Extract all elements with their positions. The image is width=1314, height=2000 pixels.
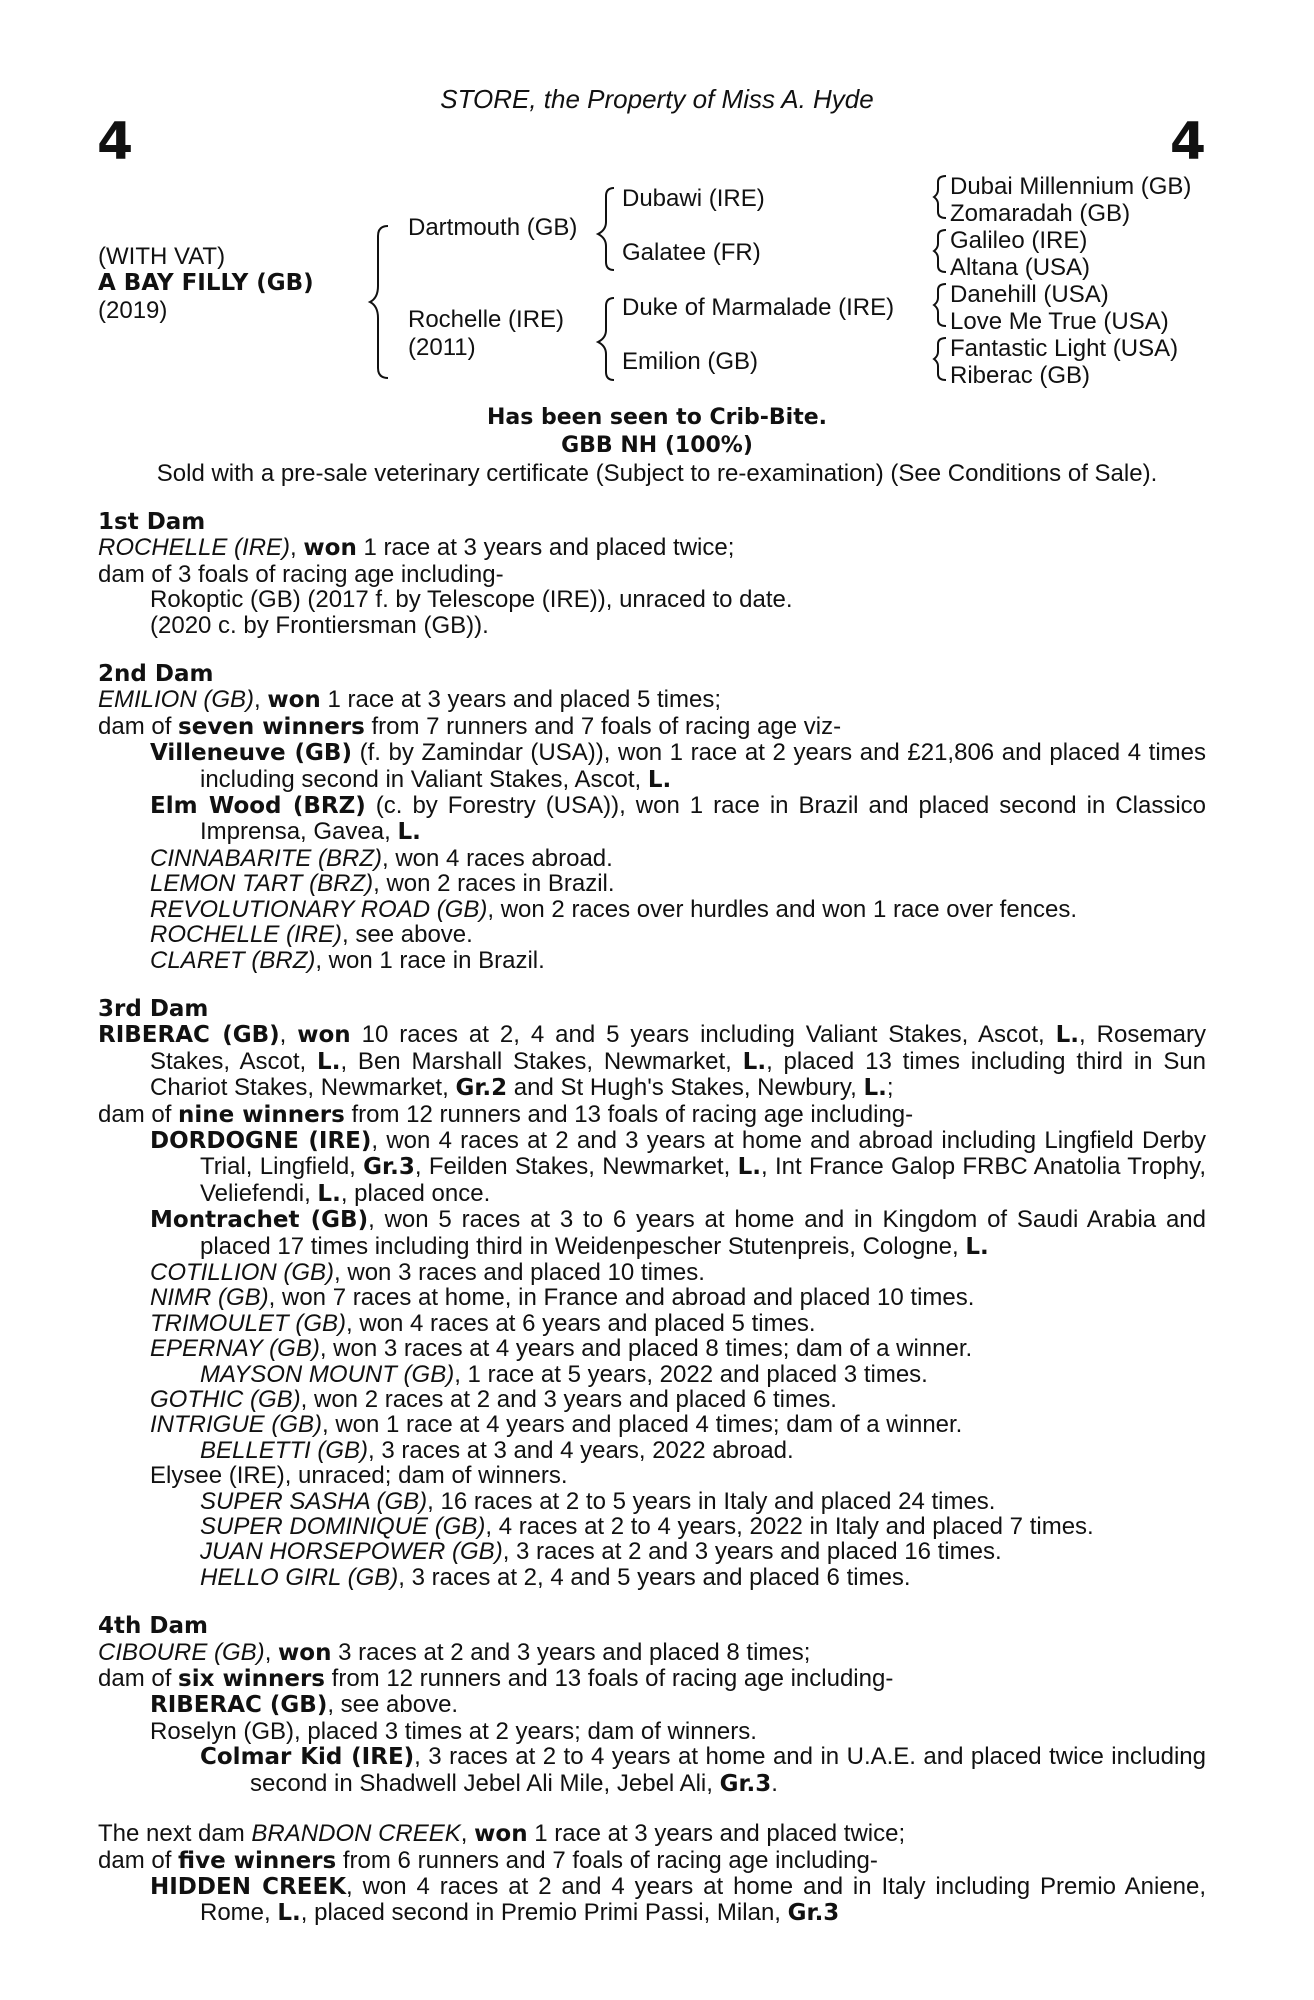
third-dam-produce-4: NIMR (GB), won 7 races at home, in France and abroad and placed 10 times. — [150, 1284, 975, 1312]
next-dam-line2: dam of five winners from 6 runners and 7 foals of racing age including- — [98, 1846, 878, 1874]
third-dam-grandproduce-9d: HELLO GIRL (GB), 3 races at 2, 4 and 5 years and placed 6 times. — [200, 1563, 911, 1591]
horse-year: (2019) — [98, 297, 168, 324]
gg-8: Riberac (GB) — [950, 362, 1091, 389]
produce-record — [98, 510, 1206, 1951]
fourth-dam-produce-1: RIBERAC (GB), see above. — [150, 1691, 459, 1719]
third-dam-produce-9: Elysee (IRE), unraced; dam of winners. — [150, 1462, 568, 1490]
dam-dam: Emilion (GB) — [622, 348, 759, 375]
third-dam-produce-8: INTRIGUE (GB), won 1 race at 4 years and placed 4 times; dam of a winner. — [150, 1411, 963, 1439]
next-dam-produce-1: HIDDEN CREEK, won 4 races at 2 and 4 years at home and in Italy including Premio Aniene, Rome, L., placed second in Premio Primi Passi, Milan, Gr.3 — [150, 1872, 1206, 1927]
fourth-dam-grandproduce-2a: Colmar Kid (IRE), 3 races at 2 to 4 years at home and in U.A.E. and placed twice including second in Shadwell Jebel Ali Mile, Jebel Ali, Gr.3. — [200, 1743, 1206, 1797]
third-dam-produce-5: TRIMOULET (GB), won 4 races at 6 years and placed 5 times. — [150, 1309, 816, 1337]
lot-number-left: 4 — [97, 112, 134, 172]
brace-g2 — [934, 230, 946, 272]
first-dam-produce-1: Rokoptic (GB) (2017 f. by Telescope (IRE)), unraced to date. — [150, 586, 793, 614]
sire-sire: Dubawi (IRE) — [622, 185, 765, 212]
horse-name: A BAY FILLY (GB) — [98, 270, 314, 296]
first-dam-heading: 1st Dam — [98, 509, 206, 535]
gg-4: Altana (USA) — [950, 254, 1091, 281]
next-dam-line1: The next dam BRANDON CREEK, won 1 race at 3 years and placed twice; — [98, 1820, 906, 1848]
third-dam-grandproduce-9b: SUPER DOMINIQUE (GB), 4 races at 2 to 4 years, 2022 in Italy and placed 7 times. — [200, 1513, 1094, 1541]
first-dam-line2: dam of 3 foals of racing age including- — [98, 560, 504, 588]
brace-g4 — [934, 338, 946, 380]
fourth-dam-line2: dam of six winners from 12 runners and 13 foals of racing age including- — [98, 1665, 894, 1693]
third-dam-grandproduce-6a: MAYSON MOUNT (GB), 1 race at 5 years, 2022 and placed 3 times. — [200, 1360, 928, 1388]
second-dam-produce-2: Elm Wood (BRZ) (c. by Forestry (USA)), won 1 race in Brazil and placed second in Classico Imprensa, Gavea, L. — [150, 792, 1207, 846]
brace-dam — [598, 298, 614, 380]
fourth-dam-line1: CIBOURE (GB), won 3 races at 2 and 3 years and placed 8 times; — [98, 1638, 811, 1666]
lot-number-right: 4 — [1169, 112, 1206, 172]
third-dam-produce-3: COTILLION (GB), won 3 races and placed 10 times. — [150, 1258, 705, 1286]
vat-note: (WITH VAT) — [98, 243, 226, 270]
dam-name: Rochelle (IRE) — [408, 306, 565, 333]
third-dam-heading: 3rd Dam — [98, 995, 209, 1022]
gg-3: Galileo (IRE) — [950, 227, 1088, 254]
sire-dam: Galatee (FR) — [622, 239, 761, 266]
second-dam-produce-3: CINNABARITE (BRZ), won 4 races abroad. — [150, 844, 613, 872]
brace-sire — [598, 188, 614, 270]
sire-name: Dartmouth (GB) — [408, 214, 578, 241]
second-dam-line1: EMILION (GB), won 1 race at 3 years and placed 5 times; — [98, 686, 722, 714]
consignor-title: STORE, the Property of Miss A. Hyde — [440, 84, 874, 114]
brace-main — [370, 226, 388, 378]
second-dam-produce-6: ROCHELLE (IRE), see above. — [150, 921, 473, 949]
vet-certificate-note: Sold with a pre-sale veterinary certificate (Subject to re-examination) (See Conditions of Sale). — [156, 460, 1158, 487]
sale-notes — [0, 404, 1314, 488]
fourth-dam-produce-2: Roselyn (GB), placed 3 times at 2 years; dam of winners. — [150, 1717, 757, 1745]
second-dam-produce-4: LEMON TART (BRZ), won 2 races in Brazil. — [150, 870, 615, 898]
second-dam-produce-7: CLARET (BRZ), won 1 race in Brazil. — [150, 946, 545, 974]
second-dam-section — [98, 662, 1206, 973]
dam-year: (2011) — [408, 334, 476, 361]
second-dam-produce-1: Villeneuve (GB) (f. by Zamindar (USA)), won 1 race at 2 years and £21,806 and placed 4 times including second in Valiant Stakes, Ascot, L. — [150, 739, 1206, 793]
dam-sire: Duke of Marmalade (IRE) — [622, 294, 895, 321]
gg-5: Danehill (USA) — [950, 281, 1109, 308]
third-dam-grandproduce-9c: JUAN HORSEPOWER (GB), 3 races at 2 and 3 years and placed 16 times. — [200, 1538, 1002, 1566]
third-dam-produce-6: EPERNAY (GB), won 3 races at 4 years and placed 8 times; dam of a winner. — [150, 1335, 973, 1363]
fourth-dam-section — [98, 1614, 1206, 1797]
gg-2: Zomaradah (GB) — [950, 200, 1131, 227]
crib-bite-note: Has been seen to Crib-Bite. — [487, 405, 827, 430]
brace-g3 — [934, 284, 946, 326]
next-dam-section — [98, 1821, 1206, 1927]
third-dam-section — [98, 997, 1206, 1590]
gbb-note: GBB NH (100%) — [561, 433, 753, 458]
third-dam-produce-2: Montrachet (GB), won 5 races at 3 to 6 years at home and in Kingdom of Saudi Arabia and placed 17 times including third in Weidenpescher Stutenpreis, Cologne, L. — [150, 1206, 1206, 1260]
second-dam-produce-5: REVOLUTIONARY ROAD (GB), won 2 races over hurdles and won 1 race over fences. — [150, 895, 1078, 923]
third-dam-line2: dam of nine winners from 12 runners and 13 foals of racing age including- — [98, 1100, 914, 1128]
first-dam-section — [98, 510, 1206, 638]
third-dam-grandproduce-8a: BELLETTI (GB), 3 races at 3 and 4 years, 2022 abroad. — [200, 1436, 794, 1464]
third-dam-produce-1: DORDOGNE (IRE), won 4 races at 2 and 3 years at home and abroad including Lingfield Derby Trial, Lingfield, Gr.3, Feilden Stakes, Newmarket, L., Int France Galop FRBC Anatolia Trophy, Veliefendi, L., placed once. — [150, 1126, 1207, 1207]
brace-g1 — [934, 176, 946, 218]
second-dam-line2: dam of seven winners from 7 runners and 7 foals of racing age viz- — [98, 712, 842, 740]
fourth-dam-heading: 4th Dam — [98, 1613, 208, 1640]
gg-7: Fantastic Light (USA) — [950, 335, 1179, 362]
first-dam-line1: ROCHELLE (IRE), won 1 race at 3 years and placed twice; — [98, 534, 735, 562]
gg-1: Dubai Millennium (GB) — [950, 173, 1192, 200]
third-dam-produce-7: GOTHIC (GB), won 2 races at 2 and 3 years and placed 6 times. — [150, 1386, 837, 1413]
gg-6: Love Me True (USA) — [950, 308, 1169, 335]
third-dam-line1: RIBERAC (GB), won 10 races at 2, 4 and 5 years including Valiant Stakes, Ascot, L., Rosemary Stakes, Ascot, L., Ben Marshall Stakes, Newmarket, L., placed 13 times including third in Sun Chariot Stakes, Newmarket, Gr.2 and St Hugh's Stakes, Newbury, L.; — [98, 1021, 1207, 1102]
third-dam-grandproduce-9a: SUPER SASHA (GB), 16 races at 2 to 5 years in Italy and placed 24 times. — [200, 1487, 996, 1515]
first-dam-produce-2: (2020 c. by Frontiersman (GB)). — [150, 611, 489, 639]
second-dam-heading: 2nd Dam — [98, 661, 214, 688]
